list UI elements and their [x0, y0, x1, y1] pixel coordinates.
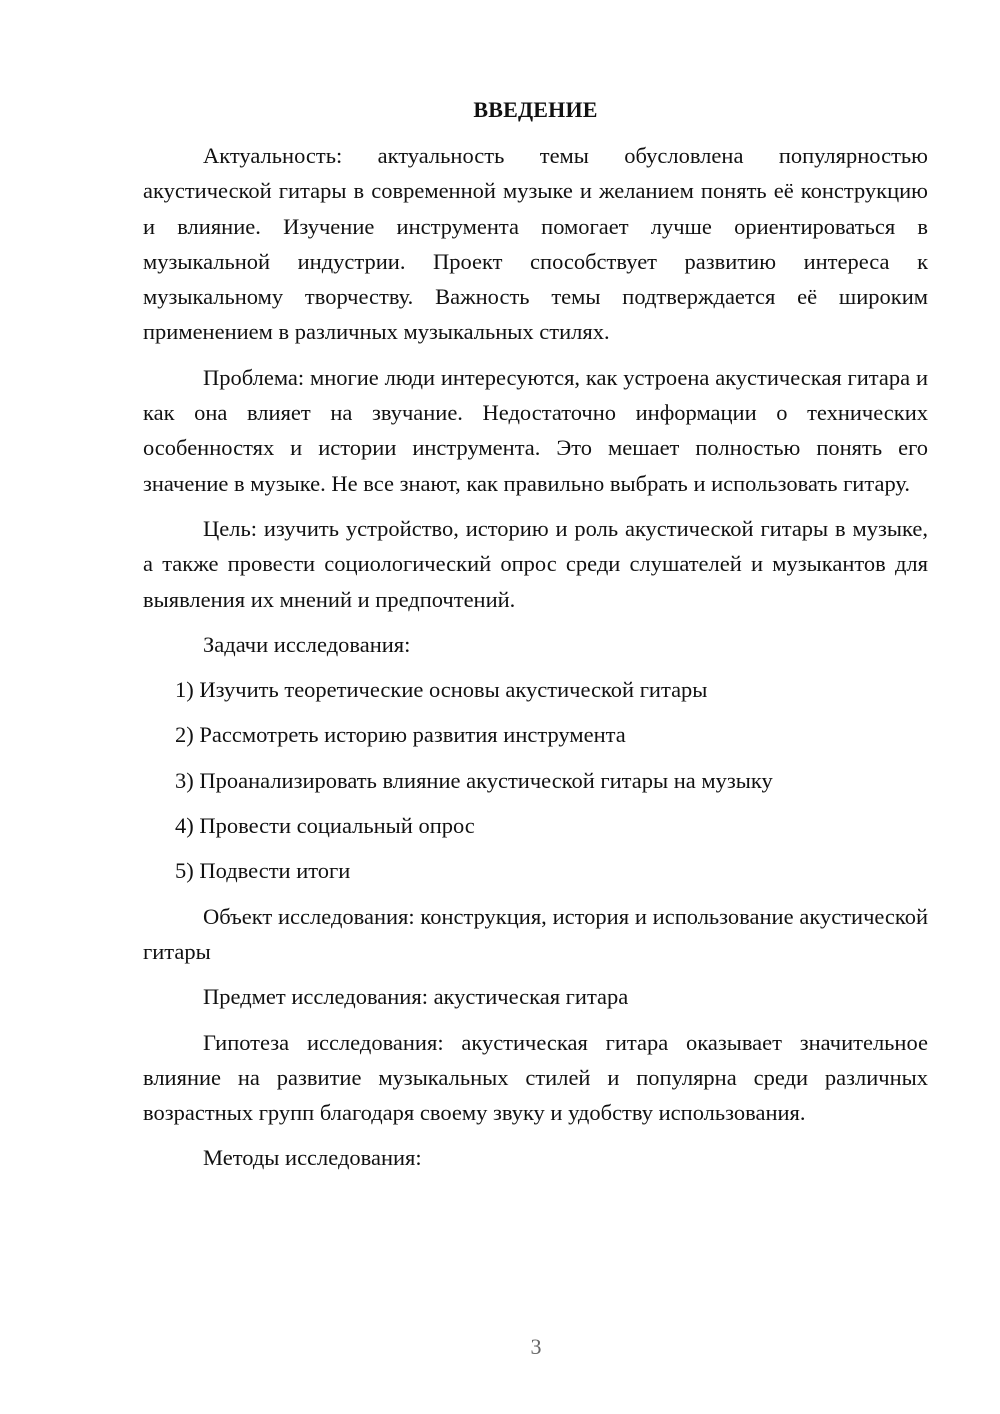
- subject-paragraph: Предмет исследования: акустическая гитара: [203, 984, 629, 1010]
- hypothesis-paragraph: Гипотеза исследования: акустическая гитара оказывает значительное влияние на развитие музыкальных стилей и популярна среди различных возрастных групп благодаря своему звуку и удобству использования.: [143, 1029, 928, 1126]
- page-number: 3: [530, 1334, 542, 1359]
- task-item: 3) Проанализировать влияние акустической гитары на музыку: [175, 767, 773, 793]
- methods-heading: Методы исследования:: [203, 1145, 422, 1171]
- section-title: ВВЕДЕНИЕ: [473, 97, 598, 122]
- relevance-paragraph: Актуальность: актуальность темы обусловлена популярностью акустической гитары в современной музыке и желанием понять её конструкцию и влияние. Изучение инструмента помогает лучше ориентироваться в музыкальной индустрии. Проект способствует развитию интереса к музыкальному творчеству. Важность темы подтверждается её широким применением в различных музыкальных стилях.: [143, 143, 928, 345]
- task-item: 2) Рассмотреть историю развития инструмента: [175, 722, 626, 748]
- problem-paragraph: Проблема: многие люди интересуются, как устроена акустическая гитара и как она влияет на звучание. Недостаточно информации о технических особенностях и истории инструмента. Это мешает полностью понять его значение в музыке. Не все знают, как правильно выбрать и использовать гитару.: [143, 364, 928, 496]
- task-item: 5) Подвести итоги: [175, 858, 351, 884]
- tasks-list: [143, 672, 928, 888]
- page-content: [143, 92, 928, 1186]
- task-item: 1) Изучить теоретические основы акустической гитары: [175, 677, 708, 703]
- tasks-heading: Задачи исследования:: [203, 631, 411, 657]
- goal-paragraph: Цель: изучить устройство, историю и роль акустической гитары в музыке, а также провести социологический опрос среди слушателей и музыкантов для выявления их мнений и предпочтений.: [143, 515, 928, 612]
- object-paragraph: Объект исследования: конструкция, история и использование акустической гитары: [143, 903, 928, 964]
- task-item: 4) Провести социальный опрос: [175, 813, 475, 839]
